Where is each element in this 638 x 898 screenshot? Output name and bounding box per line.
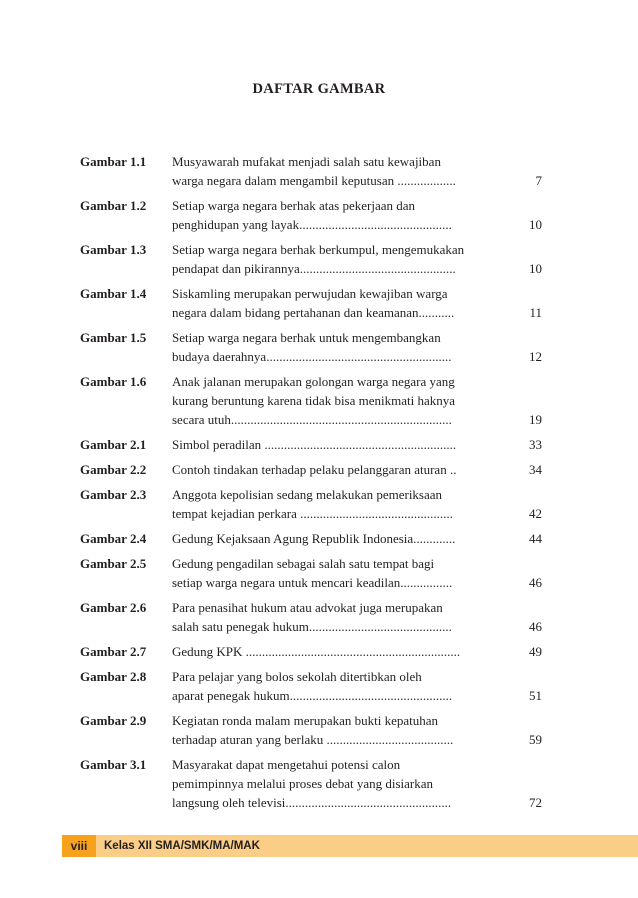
caption-line: secara utuh.................................................................... — [172, 412, 452, 427]
figure-entry — [80, 598, 542, 636]
page-ref: 42 — [529, 506, 542, 521]
caption-line: negara dalam bidang pertahanan dan keamanan........... — [172, 305, 455, 320]
figure-caption — [172, 529, 500, 548]
caption-line: Para pelajar yang bolos sekolah ditertibkan oleh — [172, 669, 422, 684]
figure-caption — [172, 196, 500, 234]
figure-entry — [80, 196, 542, 234]
figure-entry — [80, 152, 542, 190]
figure-entry — [80, 554, 542, 592]
caption-line: langsung oleh televisi................................................... — [172, 795, 452, 810]
page-ref: 10 — [529, 261, 542, 276]
figure-label: Gambar 1.1 — [80, 154, 147, 169]
figure-caption — [172, 328, 500, 366]
page-ref: 49 — [529, 644, 542, 659]
page-ref: 12 — [529, 349, 542, 364]
page-ref: 46 — [529, 619, 542, 634]
figure-list — [80, 152, 542, 818]
figure-label: Gambar 2.2 — [80, 462, 147, 477]
page-title: DAFTAR GAMBAR — [252, 81, 386, 97]
page-footer — [62, 835, 638, 857]
figure-label: Gambar 1.4 — [80, 286, 147, 301]
caption-line: Anggota kepolisian sedang melakukan pemeriksaan — [172, 487, 443, 502]
caption-line: Gedung Kejaksaan Agung Republik Indonesia............. — [172, 531, 456, 546]
caption-line: Kegiatan ronda malam merupakan bukti kepatuhan — [172, 713, 439, 728]
figure-entry — [80, 755, 542, 812]
figure-caption — [172, 485, 500, 523]
figure-entry — [80, 328, 542, 366]
figure-label: Gambar 2.3 — [80, 487, 147, 502]
caption-line: Setiap warga negara berhak berkumpul, mengemukakan — [172, 242, 465, 257]
caption-line: Anak jalanan merupakan golongan warga negara yang — [172, 374, 455, 389]
page-ref: 19 — [529, 412, 542, 427]
figure-caption — [172, 460, 500, 479]
caption-line: Setiap warga negara berhak untuk mengembangkan — [172, 330, 441, 345]
page-ref: 59 — [529, 732, 542, 747]
caption-line: aparat penegak hukum.................................................. — [172, 688, 453, 703]
figure-entry — [80, 667, 542, 705]
caption-line: terhadap aturan yang berlaku ....................................... — [172, 732, 454, 747]
figure-label: Gambar 1.2 — [80, 198, 147, 213]
figure-entry — [80, 711, 542, 749]
page-ref: 11 — [529, 305, 542, 320]
caption-line: Siskamling merupakan perwujudan kewajiban warga — [172, 286, 448, 301]
caption-line: salah satu penegak hukum............................................ — [172, 619, 452, 634]
caption-line: penghidupan yang layak............................................... — [172, 217, 452, 232]
figure-caption — [172, 711, 500, 749]
page-ref: 34 — [529, 462, 542, 477]
figure-label: Gambar 3.1 — [80, 757, 147, 772]
caption-line: kurang beruntung karena tidak bisa menikmati haknya — [172, 393, 456, 408]
caption-line: warga negara dalam mengambil keputusan .................. — [172, 173, 456, 188]
figure-caption — [172, 284, 500, 322]
caption-line: Setiap warga negara berhak atas pekerjaan dan — [172, 198, 416, 213]
caption-line: Gedung pengadilan sebagai salah satu tempat bagi — [172, 556, 435, 571]
figure-label: Gambar 2.8 — [80, 669, 147, 684]
figure-caption — [172, 755, 500, 812]
caption-line: budaya daerahnya......................................................... — [172, 349, 452, 364]
figure-entry — [80, 435, 542, 454]
caption-line: Masyarakat dapat mengetahui potensi calon — [172, 757, 401, 772]
book-title: Kelas XII SMA/SMK/MA/MAK — [104, 840, 260, 852]
figure-label: Gambar 2.4 — [80, 531, 147, 546]
figure-caption — [172, 240, 500, 278]
figure-entry — [80, 240, 542, 278]
page-ref: 10 — [529, 217, 542, 232]
figure-label: Gambar 1.5 — [80, 330, 147, 345]
page-ref: 44 — [529, 531, 542, 546]
figure-caption — [172, 152, 500, 190]
figure-caption — [172, 598, 500, 636]
caption-line: Contoh tindakan terhadap pelaku pelanggaran aturan .. — [172, 462, 457, 477]
figure-entry — [80, 485, 542, 523]
figure-caption — [172, 642, 500, 661]
figure-caption — [172, 667, 500, 705]
figure-caption — [172, 435, 500, 454]
figure-entry — [80, 460, 542, 479]
figure-caption — [172, 554, 500, 592]
caption-line: Musyawarah mufakat menjadi salah satu kewajiban — [172, 154, 441, 169]
page-ref: 72 — [529, 795, 542, 810]
caption-line: pemimpinnya melalui proses debat yang disiarkan — [172, 776, 434, 791]
figure-caption — [172, 372, 500, 429]
figure-label: Gambar 2.9 — [80, 713, 147, 728]
page-ref: 7 — [535, 173, 542, 188]
caption-line: Para penasihat hukum atau advokat juga merupakan — [172, 600, 443, 615]
figure-label: Gambar 1.3 — [80, 242, 147, 257]
page-number: viii — [62, 835, 96, 857]
caption-line: setiap warga negara untuk mencari keadilan................ — [172, 575, 453, 590]
caption-line: tempat kejadian perkara ............................................... — [172, 506, 453, 521]
page-ref: 51 — [529, 688, 542, 703]
page-ref: 46 — [529, 575, 542, 590]
figure-label: Gambar 2.7 — [80, 644, 147, 659]
figure-label: Gambar 2.1 — [80, 437, 147, 452]
caption-line: Simbol peradilan ........................................................... — [172, 437, 457, 452]
figure-label: Gambar 2.5 — [80, 556, 147, 571]
figure-entry — [80, 372, 542, 429]
figure-label: Gambar 2.6 — [80, 600, 147, 615]
figure-entry — [80, 529, 542, 548]
figure-label: Gambar 1.6 — [80, 374, 147, 389]
page-ref: 33 — [529, 437, 542, 452]
figure-entry — [80, 284, 542, 322]
caption-line: Gedung KPK .................................................................. — [172, 644, 461, 659]
caption-line: pendapat dan pikirannya................................................ — [172, 261, 456, 276]
figure-entry — [80, 642, 542, 661]
